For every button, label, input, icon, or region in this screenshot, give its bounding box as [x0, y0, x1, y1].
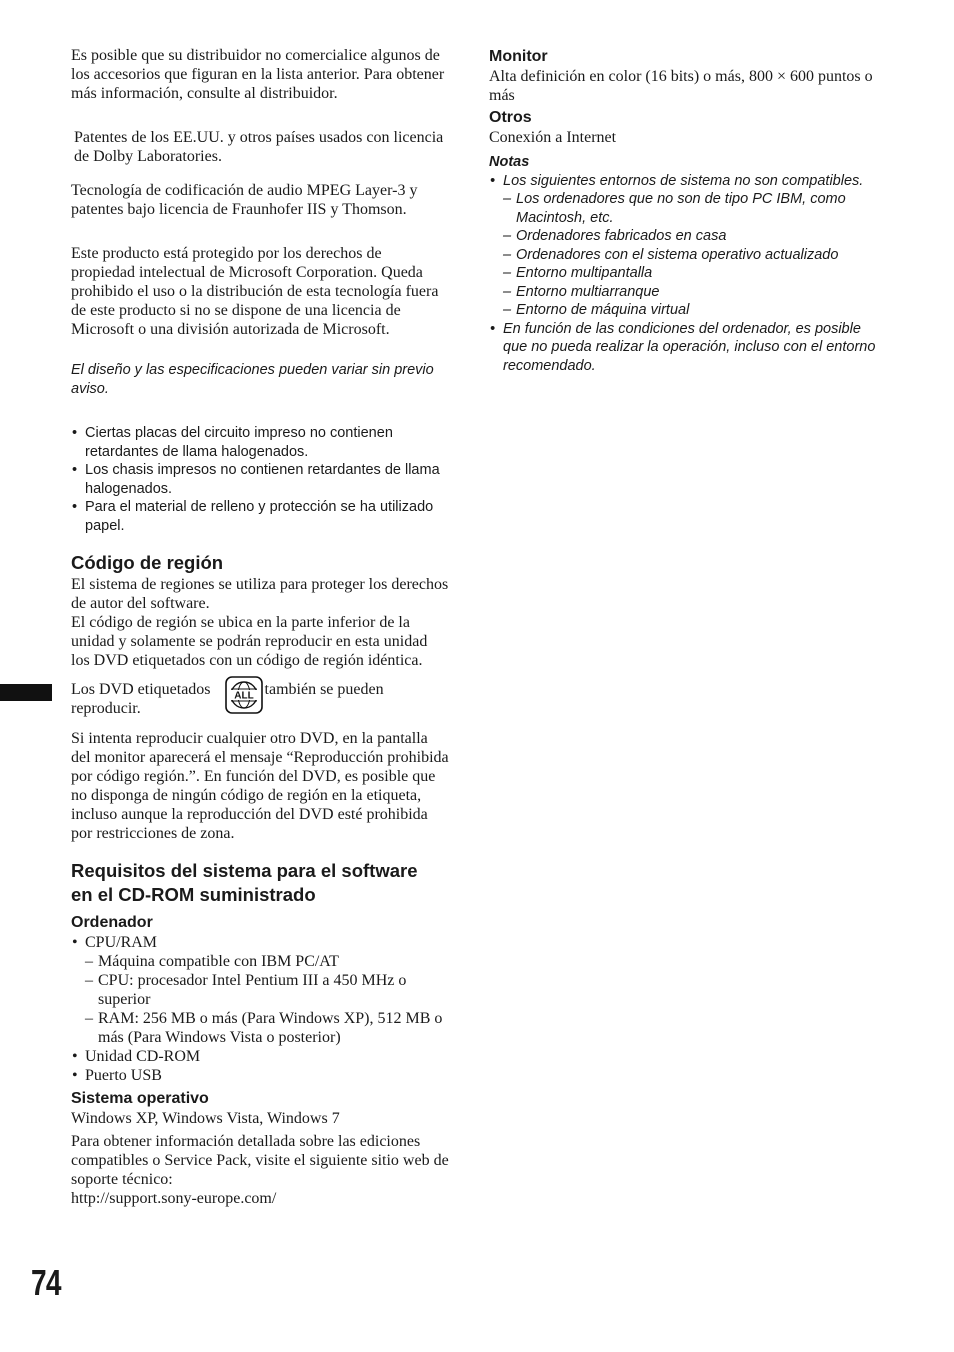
region-paragraph-3: Si intenta reproducir cualquier otro DVD, en la pantalla del monitor aparecerá el mensaje “Reproducción prohibida por código región.”. En función del DVD, es posible que no disponga de ningún código de región en la etiqueta, incluso aunque la reproducción del DVD esté prohibida por restricciones de zona.: [71, 730, 449, 842]
dvd-text-before: Los DVD etiquetados: [71, 681, 211, 698]
right-column: [489, 46, 889, 375]
support-text: Para obtener información detallada sobre las ediciones compatibles o Service Pack, visite el siguiente sitio web de soporte técnico:: [71, 1133, 449, 1188]
list-item: – Los ordenadores que no son de tipo PC IBM, como Macintosh, etc.: [503, 190, 889, 227]
notes-heading: Notas: [489, 154, 530, 170]
eco-list: [71, 424, 449, 535]
region-paragraph-2: El código de región se ubica en la parte inferior de la unidad y solamente se podrán reproducir en esta unidad los DVD etiquetados con un código de región idéntica.: [71, 614, 428, 669]
dvd-text-line2: reproducir.: [71, 700, 141, 717]
list-item: • Puerto USB: [71, 1066, 449, 1085]
notes-list: [489, 172, 889, 376]
list-item: • Los chasis impresos no contienen retardantes de llama halogenados.: [71, 461, 449, 498]
list-item: – Entorno de máquina virtual: [503, 301, 889, 320]
list-item: • Ciertas placas del circuito impreso no contienen retardantes de llama halogenados.: [71, 424, 449, 461]
region-paragraph-1: El sistema de regiones se utiliza para proteger los derechos de autor del software.: [71, 576, 449, 612]
list-item: – CPU: procesador Intel Pentium III a 450 MHz o superior: [85, 971, 449, 1009]
list-item: – Entorno multiarranque: [503, 283, 889, 302]
microsoft-notice: Este producto está protegido por los derechos de propiedad intelectual de Microsoft Corporation. Queda prohibido el uso o la distribución de esta tecnología fuera de este producto si no se dispone de una licencia de Microsoft o una división autorizada de Microsoft.: [71, 245, 439, 338]
dolby-notice: Patentes de los EE.UU. y otros países usados con licencia de Dolby Laboratories.: [74, 129, 444, 165]
list-item: – RAM: 256 MB o más (Para Windows XP), 512 MB o más (Para Windows Vista o posterior): [85, 1009, 449, 1047]
list-item: • Los siguientes entornos de sistema no son compatibles. – Los ordenadores que no son de tipo PC IBM, como Macintosh, etc. – Ordenadores fabricados en casa – Ordenadores con el sistema operativo actualizado – Entorno multipantalla – Entorno multiarranque – Entorno de máquina virtual: [489, 172, 889, 320]
note-sublist: [503, 190, 889, 320]
region-heading: Código de región: [71, 552, 224, 573]
monitor-heading: Monitor: [489, 48, 548, 65]
list-item: • En función de las condiciones del ordenador, es posible que no pueda realizar la operación, incluso con el entorno recomendado.: [489, 320, 889, 376]
specs-notice: El diseño y las especificaciones pueden variar sin previo aviso.: [71, 362, 434, 397]
cpu-sublist: [85, 952, 449, 1047]
monitor-value: Alta definición en color (16 bits) o más, 800 × 600 puntos o más: [489, 68, 873, 104]
mpeg-notice: Tecnología de codificación de audio MPEG Layer-3 y patentes bajo licencia de Fraunhofer IIS y Thomson.: [71, 182, 418, 218]
list-item: • Unidad CD-ROM: [71, 1047, 449, 1066]
dvd-region-all-icon: [225, 676, 263, 714]
left-column: [71, 46, 449, 1208]
section-tab-marker: [0, 684, 52, 701]
dvd-all-line: [71, 680, 449, 718]
list-item: • Para el material de relleno y protección se ha utilizado papel.: [71, 498, 449, 535]
dvd-text-after: también se pueden: [264, 681, 384, 698]
list-item: • CPU/RAM – Máquina compatible con IBM PC/AT – CPU: procesador Intel Pentium III a 450 MHz o superior – RAM: 256 MB o más (Para Windows XP), 512 MB o más (Para Windows Vista o posterior): [71, 933, 449, 1047]
computer-heading: Ordenador: [71, 914, 153, 931]
list-item: – Ordenadores fabricados en casa: [503, 227, 889, 246]
os-heading: Sistema operativo: [71, 1090, 209, 1107]
os-value: Windows XP, Windows Vista, Windows 7: [71, 1110, 340, 1127]
others-value: Conexión a Internet: [489, 129, 617, 146]
list-item: – Ordenadores con el sistema operativo actualizado: [503, 246, 889, 265]
others-heading: Otros: [489, 109, 532, 126]
accessories-note: Es posible que su distribuidor no comercialice algunos de los accesorios que figuran en la lista anterior. Para obtener más información, consulte al distribuidor.: [71, 47, 445, 102]
computer-list: [71, 933, 449, 1085]
support-url: http://support.sony-europe.com/: [71, 1190, 277, 1207]
all-icon-label: ALL: [234, 690, 254, 702]
list-item: – Entorno multipantalla: [503, 264, 889, 283]
requirements-heading: Requisitos del sistema para el software en el CD-ROM suministrado: [71, 860, 418, 905]
page-number: 74: [31, 1262, 61, 1303]
list-item: – Máquina compatible con IBM PC/AT: [85, 952, 449, 971]
